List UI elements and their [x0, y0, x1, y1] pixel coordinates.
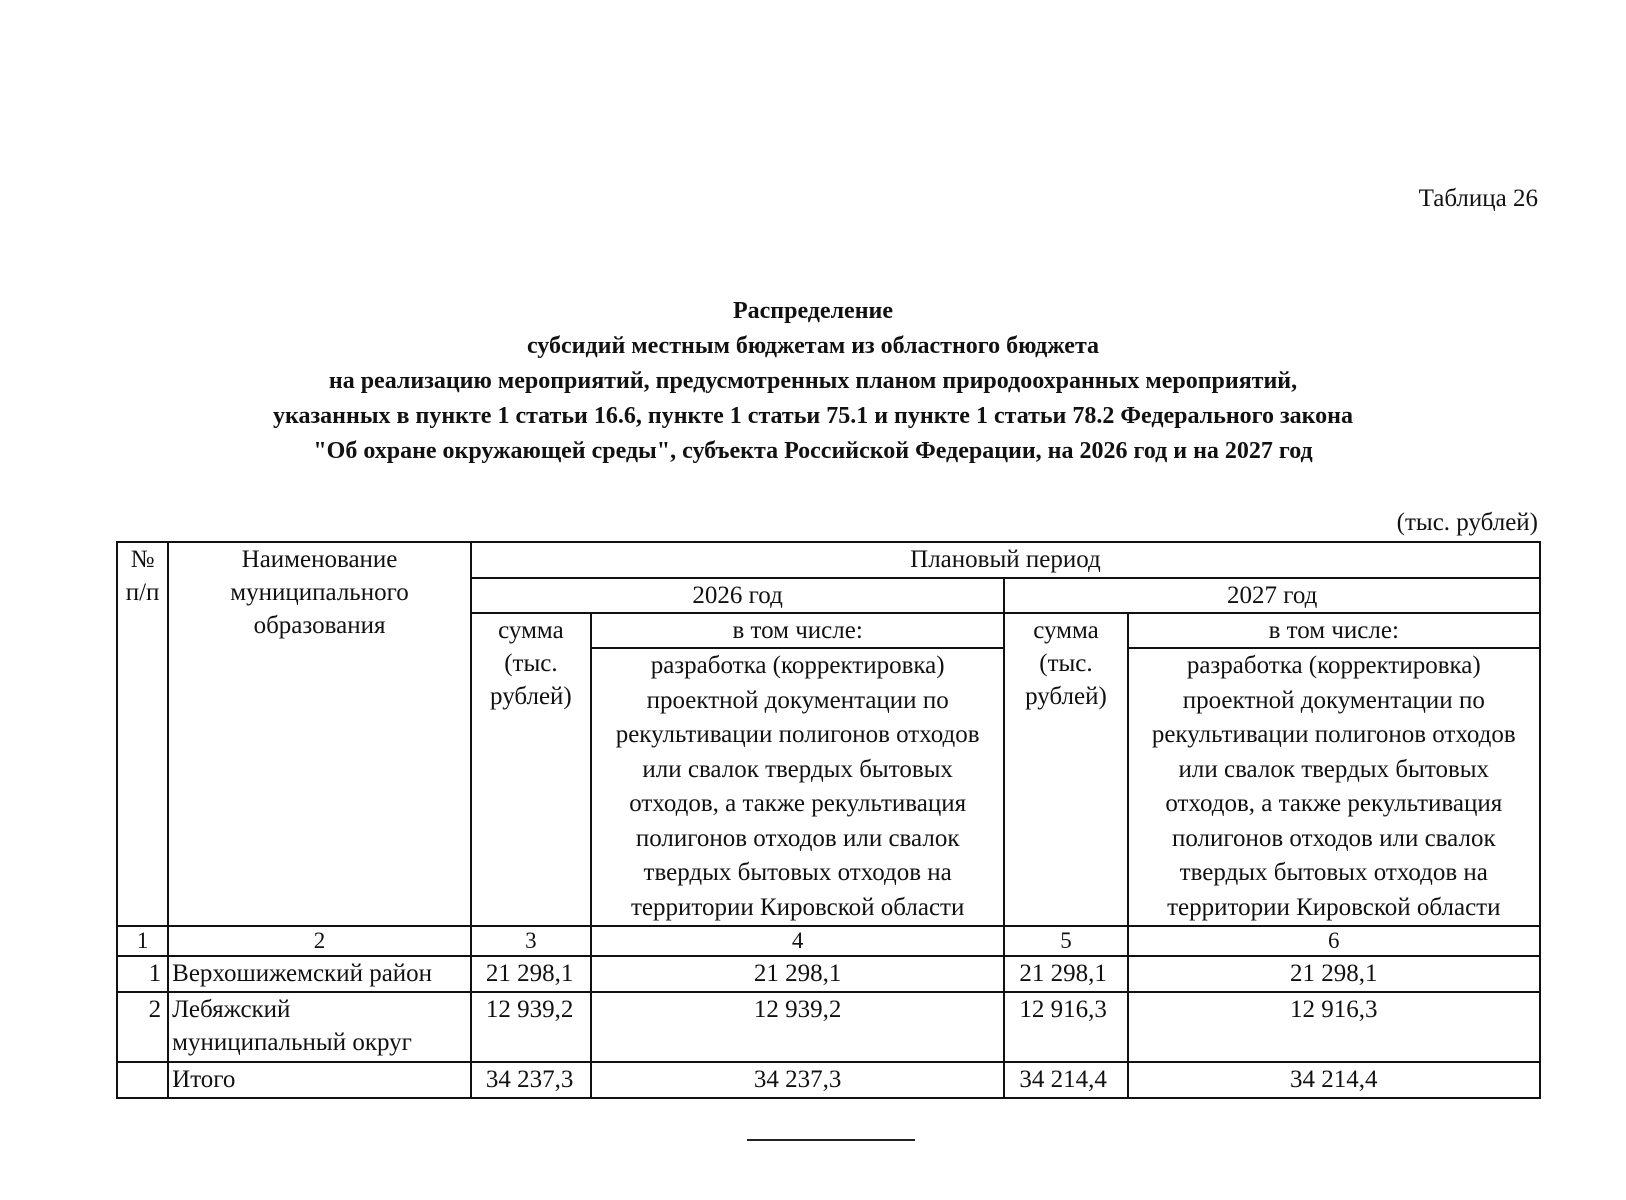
column-number-2: 2 — [168, 926, 471, 956]
title-line-5: "Об охране окружающей среды", субъекта Российской Федерации, на 2026 год и на 2027 год — [313, 438, 1313, 464]
document-title — [0, 294, 1626, 469]
header-planned-period: Плановый период — [471, 542, 1540, 578]
column-number-4: 4 — [591, 926, 1004, 956]
row-sum-2027: 21 298,1 — [1004, 956, 1127, 992]
row-sum-2027: 12 916,3 — [1004, 992, 1127, 1062]
table-row — [117, 956, 1540, 992]
header-sum-2027: сумма (тыс. рублей) — [1004, 613, 1127, 926]
total-sum-2027: 34 214,4 — [1004, 1062, 1127, 1098]
total-label: Итого — [168, 1062, 471, 1098]
row-sum-2026: 12 939,2 — [471, 992, 591, 1062]
title-line-1: Распределение — [732, 298, 894, 324]
header-year-2026: 2026 год — [471, 578, 1004, 613]
title-line-3: на реализацию мероприятий, предусмотренных планом природоохранных мероприятий, — [328, 368, 1298, 394]
table-number-label: Таблица 26 — [1418, 185, 1538, 212]
row-including-2027: 21 298,1 — [1128, 956, 1540, 992]
total-row — [117, 1062, 1540, 1098]
header-year-2027: 2027 год — [1004, 578, 1540, 613]
total-including-2027: 34 214,4 — [1128, 1062, 1540, 1098]
column-number-1: 1 — [117, 926, 168, 956]
column-number-row — [117, 926, 1540, 956]
table-row — [117, 992, 1540, 1062]
row-number: 2 — [117, 992, 168, 1062]
row-including-2026: 12 939,2 — [591, 992, 1004, 1062]
header-name: Наименование муниципального образования — [168, 542, 471, 926]
row-name: Лебяжский муниципальный округ — [168, 992, 471, 1062]
title-line-4: указанных в пункте 1 статьи 16.6, пункте 1 статьи 75.1 и пункте 1 статьи 78.2 Федерального закона — [273, 403, 1353, 429]
end-separator-line — [747, 1139, 915, 1141]
header-description-2027: разработка (корректировка) проектной документации по рекультивации полигонов отходов или свалок твердых бытовых отходов, а также рекультивация полигонов отходов или свалок твердых бытовых отходов на территории Кировской области — [1128, 648, 1540, 926]
row-including-2026: 21 298,1 — [591, 956, 1004, 992]
header-including-2026: в том числе: — [591, 613, 1004, 648]
title-line-2: субсидий местным бюджетам из областного бюджета — [526, 333, 1100, 359]
total-including-2026: 34 237,3 — [591, 1062, 1004, 1098]
column-number-3: 3 — [471, 926, 591, 956]
row-number: 1 — [117, 956, 168, 992]
column-number-6: 6 — [1128, 926, 1540, 956]
total-sum-2026: 34 237,3 — [471, 1062, 591, 1098]
header-number: № п/п — [117, 542, 168, 926]
total-number — [117, 1062, 168, 1098]
header-row-1 — [117, 542, 1540, 578]
row-including-2027: 12 916,3 — [1128, 992, 1540, 1062]
subsidy-distribution-table — [116, 541, 1541, 1099]
column-number-5: 5 — [1004, 926, 1127, 956]
header-description-2026: разработка (корректировка) проектной документации по рекультивации полигонов отходов или свалок твердых бытовых отходов, а также рекультивация полигонов отходов или свалок твердых бытовых отходов на территории Кировской области — [591, 648, 1004, 926]
header-sum-2026: сумма (тыс. рублей) — [471, 613, 591, 926]
header-including-2027: в том числе: — [1128, 613, 1540, 648]
row-name: Верхошижемский район — [168, 956, 471, 992]
units-note: (тыс. рублей) — [1396, 509, 1538, 536]
row-sum-2026: 21 298,1 — [471, 956, 591, 992]
